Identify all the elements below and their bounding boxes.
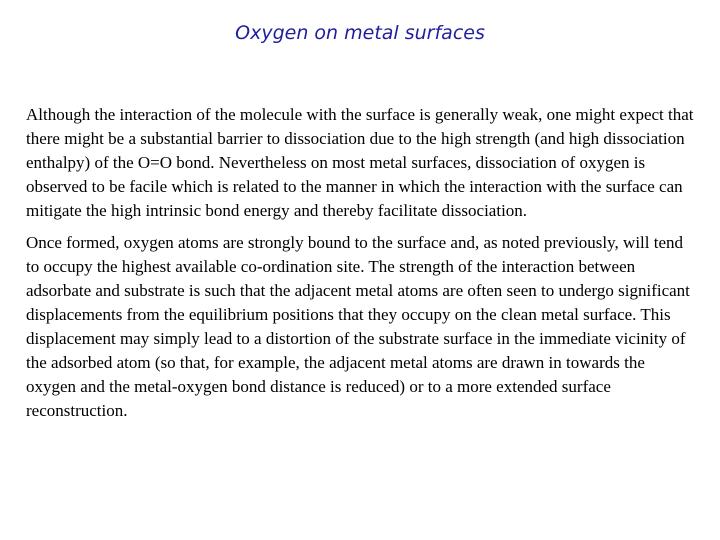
slide-body <box>26 103 696 431</box>
slide-title: Oxygen on metal surfaces <box>235 22 485 44</box>
paragraph-dissociation: Although the interaction of the molecule with the surface is generally weak, one might expect that there might be a substantial barrier to dissociation due to the high strength (and high dissociation enthalpy) of the O=O bond. Nevertheless on most metal surfaces, dissociation of oxygen is observed to be facile which is related to the manner in which the interaction with the surface can mitigate the high intrinsic bond energy and thereby facilitate dissociation. <box>26 105 694 220</box>
paragraph-oxygen-atoms: Once formed, oxygen atoms are strongly bound to the surface and, as noted previously, will tend to occupy the highest available co-ordination site. The strength of the interaction between adsorbate and substrate is such that the adjacent metal atoms are often seen to undergo significant displacements from the equilibrium positions that they occupy on the clean metal surface. This displacement may simply lead to a distortion of the substrate surface in the immediate vicinity of the adsorbed atom (so that, for example, the adjacent metal atoms are drawn in towards the oxygen and the metal-oxygen bond distance is reduced) or to a more extended surface reconstruction. <box>26 233 690 420</box>
